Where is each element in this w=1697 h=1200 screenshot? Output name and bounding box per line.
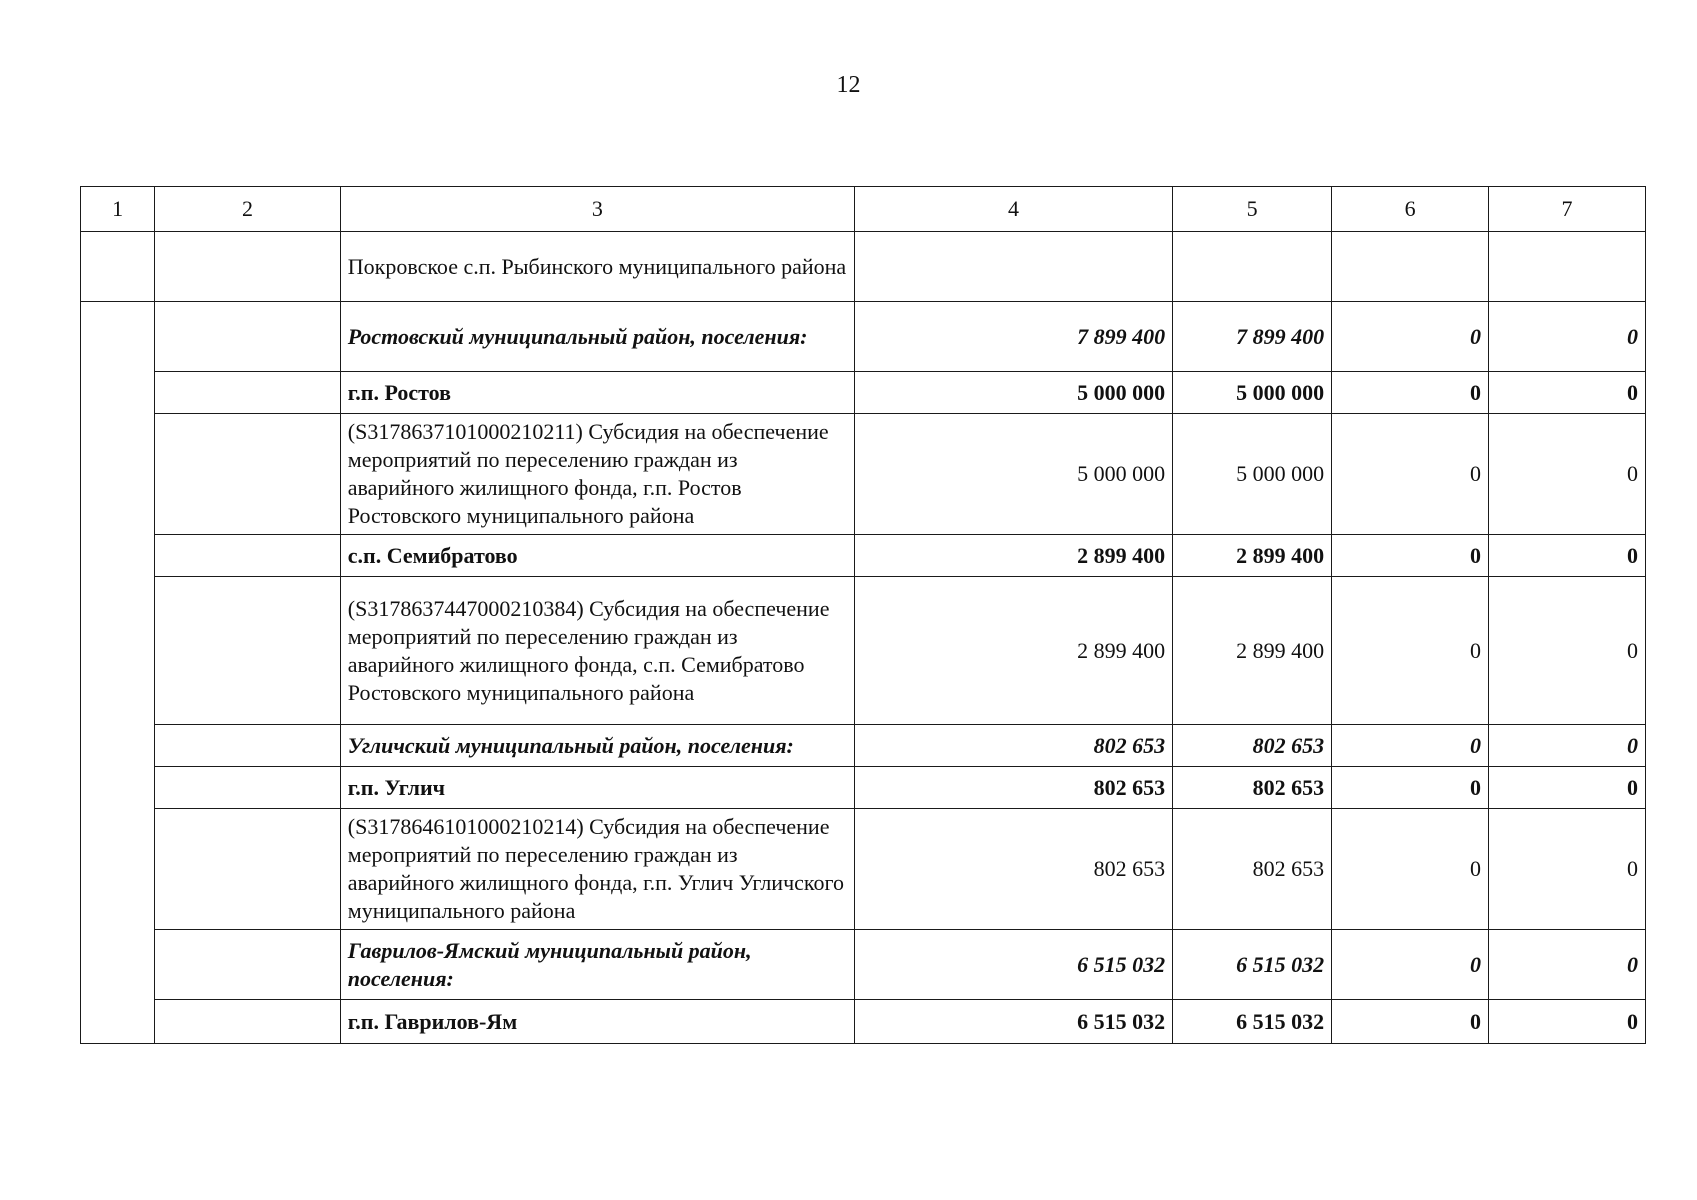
row-name: г.п. Ростов	[340, 372, 854, 414]
value-cell-4: 7 899 400	[855, 302, 1173, 372]
value-cell-4: 2 899 400	[855, 535, 1173, 577]
value-cell-4: 802 653	[855, 725, 1173, 767]
code-cell	[155, 930, 341, 1000]
row-number-cell	[81, 809, 155, 930]
row-name: (S3178646101000210214) Субсидия на обеспечение мероприятий по переселению граждан из аварийного жилищного фонда, г.п. Углич Угличского муниципального района	[340, 809, 854, 930]
column-header: 7	[1489, 187, 1646, 232]
code-cell	[155, 414, 341, 535]
value-cell-7: 0	[1489, 535, 1646, 577]
value-cell-7: 0	[1489, 372, 1646, 414]
value-cell-7: 0	[1489, 930, 1646, 1000]
row-number-cell	[81, 535, 155, 577]
value-cell-7: 0	[1489, 577, 1646, 725]
code-cell	[155, 725, 341, 767]
value-cell-7: 0	[1489, 302, 1646, 372]
column-header: 4	[855, 187, 1173, 232]
value-cell-5: 2 899 400	[1173, 535, 1332, 577]
value-cell-6: 0	[1332, 725, 1489, 767]
value-cell-6: 0	[1332, 930, 1489, 1000]
value-cell-5: 5 000 000	[1173, 372, 1332, 414]
value-cell-4: 2 899 400	[855, 577, 1173, 725]
value-cell-7	[1489, 232, 1646, 302]
row-number-cell	[81, 930, 155, 1000]
table-header-row	[81, 187, 1646, 232]
value-cell-5: 802 653	[1173, 725, 1332, 767]
value-cell-4: 5 000 000	[855, 372, 1173, 414]
row-name: г.п. Углич	[340, 767, 854, 809]
column-header: 3	[340, 187, 854, 232]
table-row	[81, 809, 1646, 930]
code-cell	[155, 372, 341, 414]
value-cell-6: 0	[1332, 1000, 1489, 1044]
code-cell	[155, 535, 341, 577]
value-cell-5: 6 515 032	[1173, 930, 1332, 1000]
value-cell-4: 5 000 000	[855, 414, 1173, 535]
value-cell-7: 0	[1489, 809, 1646, 930]
table-row	[81, 372, 1646, 414]
value-cell-5: 7 899 400	[1173, 302, 1332, 372]
row-name: Угличский муниципальный район, поселения:	[340, 725, 854, 767]
code-cell	[155, 1000, 341, 1044]
value-cell-7: 0	[1489, 767, 1646, 809]
column-header: 2	[155, 187, 341, 232]
column-header: 1	[81, 187, 155, 232]
value-cell-5: 6 515 032	[1173, 1000, 1332, 1044]
value-cell-6: 0	[1332, 372, 1489, 414]
table-row	[81, 414, 1646, 535]
code-cell	[155, 767, 341, 809]
row-name: Гаврилов-Ямский муниципальный район, поселения:	[340, 930, 854, 1000]
value-cell-5	[1173, 232, 1332, 302]
row-name: с.п. Семибратово	[340, 535, 854, 577]
table-row	[81, 1000, 1646, 1044]
code-cell	[155, 232, 341, 302]
row-name: (S3178637101000210211) Субсидия на обеспечение мероприятий по переселению граждан из аварийного жилищного фонда, г.п. Ростов Ростовского муниципального района	[340, 414, 854, 535]
table-row	[81, 725, 1646, 767]
value-cell-6: 0	[1332, 414, 1489, 535]
code-cell	[155, 809, 341, 930]
row-name: Покровское с.п. Рыбинского муниципального района	[340, 232, 854, 302]
table-row	[81, 577, 1646, 725]
value-cell-7: 0	[1489, 725, 1646, 767]
row-number-cell	[81, 577, 155, 725]
row-number-cell	[81, 1000, 155, 1044]
code-cell	[155, 302, 341, 372]
table-row	[81, 535, 1646, 577]
value-cell-6: 0	[1332, 809, 1489, 930]
table-row	[81, 930, 1646, 1000]
row-number-cell	[81, 767, 155, 809]
row-number-cell	[81, 725, 155, 767]
value-cell-5: 2 899 400	[1173, 577, 1332, 725]
code-cell	[155, 577, 341, 725]
row-number-cell	[81, 232, 155, 302]
value-cell-5: 5 000 000	[1173, 414, 1332, 535]
value-cell-4: 6 515 032	[855, 1000, 1173, 1044]
row-number-cell	[81, 302, 155, 372]
row-name: (S3178637447000210384) Субсидия на обеспечение мероприятий по переселению граждан из аварийного жилищного фонда, с.п. Семибратово Ростовского муниципального района	[340, 577, 854, 725]
value-cell-6: 0	[1332, 577, 1489, 725]
value-cell-7: 0	[1489, 1000, 1646, 1044]
value-cell-6: 0	[1332, 535, 1489, 577]
table-row	[81, 232, 1646, 302]
row-number-cell	[81, 414, 155, 535]
value-cell-4: 802 653	[855, 767, 1173, 809]
value-cell-4	[855, 232, 1173, 302]
budget-table	[80, 186, 1646, 1044]
value-cell-5: 802 653	[1173, 809, 1332, 930]
table-row	[81, 767, 1646, 809]
value-cell-4: 802 653	[855, 809, 1173, 930]
value-cell-7: 0	[1489, 414, 1646, 535]
column-header: 6	[1332, 187, 1489, 232]
column-header: 5	[1173, 187, 1332, 232]
row-name: г.п. Гаврилов-Ям	[340, 1000, 854, 1044]
table-row	[81, 302, 1646, 372]
row-number-cell	[81, 372, 155, 414]
value-cell-6: 0	[1332, 302, 1489, 372]
value-cell-5: 802 653	[1173, 767, 1332, 809]
row-name: Ростовский муниципальный район, поселения:	[340, 302, 854, 372]
value-cell-6: 0	[1332, 767, 1489, 809]
value-cell-6	[1332, 232, 1489, 302]
value-cell-4: 6 515 032	[855, 930, 1173, 1000]
page-number: 12	[836, 72, 861, 98]
